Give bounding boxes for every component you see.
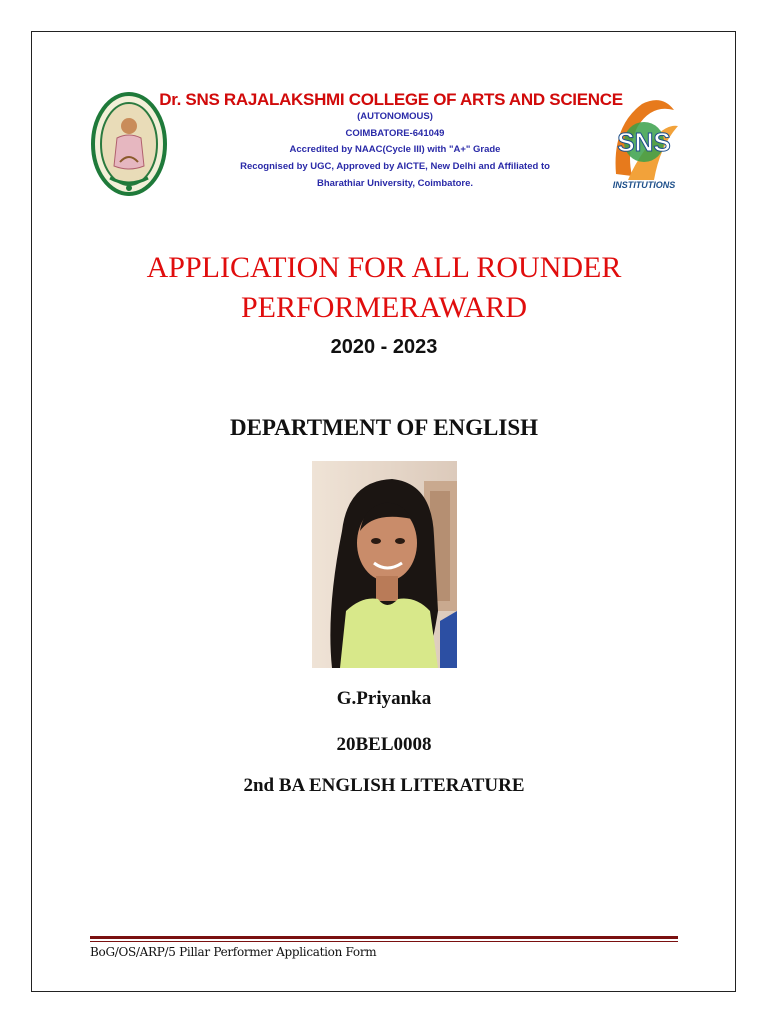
footer-rule-thick — [90, 936, 678, 939]
student-name: G.Priyanka — [336, 688, 432, 709]
recognition-text: Recognised by UGC, Approved by AICTE, New Delhi and Affiliated to — [240, 161, 550, 172]
accreditation-text: Accredited by NAAC(Cycle III) with "A+" Grade — [289, 144, 501, 155]
college-city: COIMBATORE-641049 — [345, 128, 445, 139]
autonomous-status: (AUTONOMOUS) — [357, 111, 433, 122]
student-photo — [312, 461, 457, 668]
course-name: 2nd BA ENGLISH LITERATURE — [243, 775, 525, 796]
title-line-1: APPLICATION FOR ALL ROUNDER — [146, 251, 622, 284]
roll-number: 20BEL0008 — [336, 734, 432, 755]
application-title — [60, 248, 708, 328]
sns-institutions-logo-icon — [608, 96, 680, 191]
sns-logo-subtext: INSTITUTIONS — [612, 180, 676, 190]
academic-years: 2020 - 2023 — [330, 336, 438, 358]
sns-logo-text: SNS — [617, 127, 671, 157]
university-text: Bharathiar University, Coimbatore. — [316, 178, 474, 189]
college-header — [90, 88, 680, 198]
footer-rule-thin — [90, 941, 678, 942]
college-name: Dr. SNS RAJALAKSHMI COLLEGE OF ARTS AND SCIENCE — [159, 90, 623, 109]
title-line-2: PERFORMERAWARD — [241, 291, 527, 324]
department-name: DEPARTMENT OF ENGLISH — [229, 415, 539, 440]
form-code: BoG/OS/ARP/5 Pillar Performer Application Form — [90, 945, 377, 959]
